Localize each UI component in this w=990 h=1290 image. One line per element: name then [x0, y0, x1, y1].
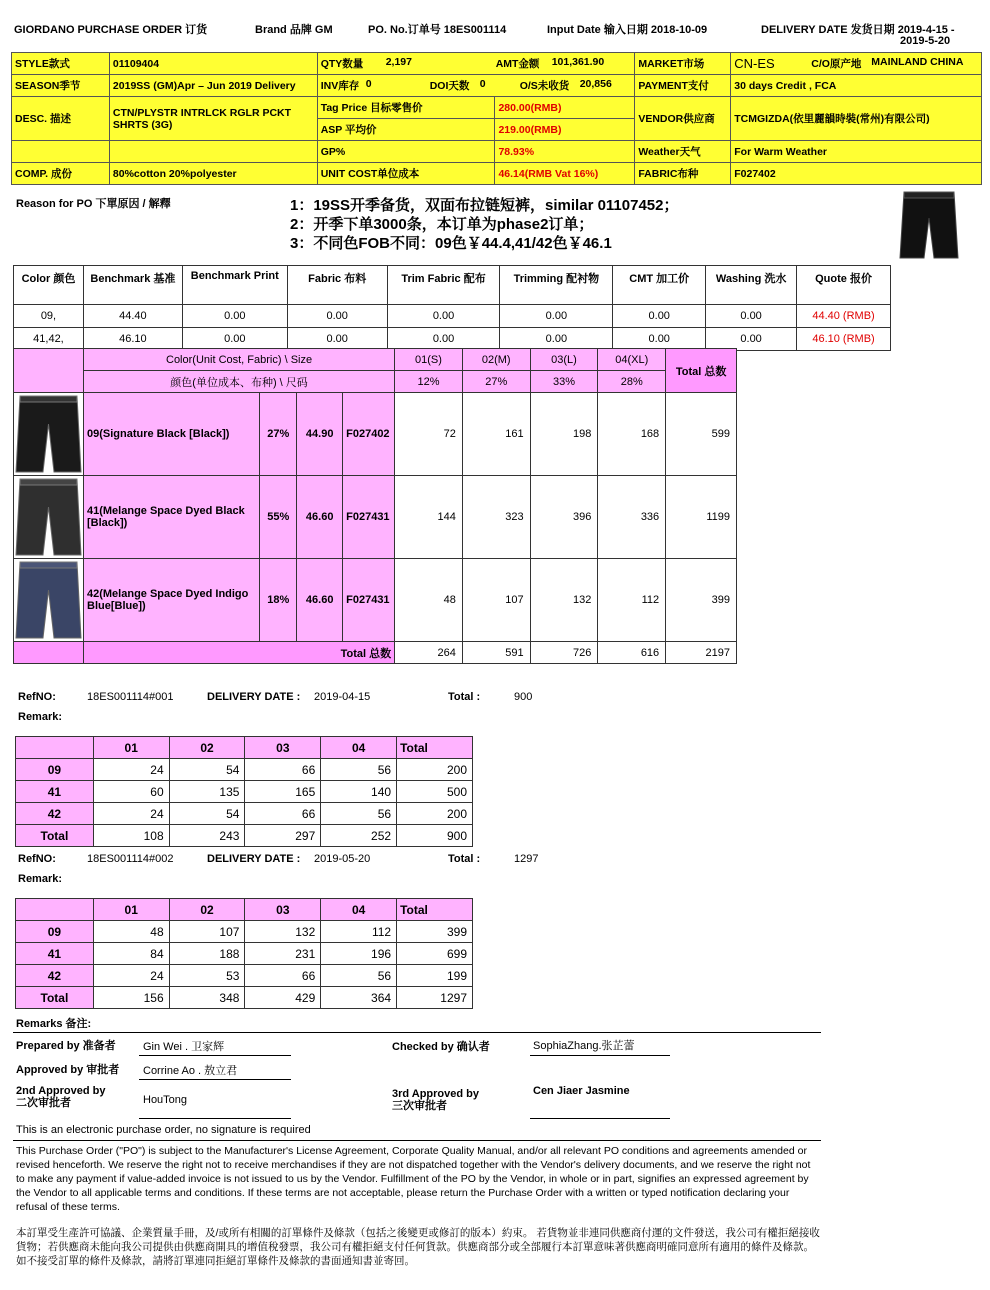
gp-value: 78.93%	[495, 141, 635, 163]
table-row	[16, 781, 473, 803]
gp-label: GP%	[317, 141, 495, 163]
qty-cell: 200	[397, 803, 473, 825]
qty-cell: 399	[397, 921, 473, 943]
color-name: 09(Signature Black [Black])	[84, 393, 260, 476]
qty-cell: 108	[93, 825, 169, 847]
size-header: 04(XL)	[598, 349, 666, 371]
qty-cell: 135	[169, 781, 245, 803]
cost-cell: 46.10	[83, 328, 182, 351]
delivery-date-label: DELIVERY DATE :	[207, 853, 301, 865]
total-value: 900	[514, 691, 533, 703]
refno-label: RefNO:	[18, 691, 56, 703]
refno-label: RefNO:	[18, 853, 56, 865]
table-row	[14, 393, 737, 476]
cost-cell: 0.00	[287, 305, 387, 328]
size-ratio: 33%	[530, 371, 598, 393]
approved3-label	[392, 1088, 479, 1112]
qty-cell: 297	[245, 825, 321, 847]
qty-cell: 72	[395, 393, 463, 476]
divider	[13, 1140, 821, 1141]
delivery-date-label: DELIVERY DATE :	[207, 691, 301, 703]
qty-cell: 107	[462, 559, 530, 642]
approved3-name: Cen Jiaer Jasmine	[533, 1085, 630, 1097]
delivery-date-end: 2019-5-20	[900, 35, 951, 47]
row-total: 1199	[666, 476, 737, 559]
asp-value: 219.00(RMB)	[495, 119, 635, 141]
approved-name: Corrine Ao . 敖立君	[143, 1065, 238, 1077]
qty-cell: 56	[321, 759, 397, 781]
qty-cell: 156	[93, 987, 169, 1009]
table-row	[16, 921, 473, 943]
po-number: PO. No.订单号 18ES001114	[368, 24, 507, 36]
size-header: 03(L)	[530, 349, 598, 371]
cost-cell: 0.00	[387, 305, 500, 328]
po-info-table	[11, 52, 982, 185]
qty-cell: 396	[530, 476, 598, 559]
prepared-label: Prepared by 准备者	[16, 1040, 116, 1052]
col-header: Fabric 布料	[287, 266, 387, 305]
qty-cell: 132	[245, 921, 321, 943]
cost-cell: 0.00	[182, 305, 287, 328]
row-label: 09	[16, 759, 94, 781]
col-header: Total	[397, 737, 473, 759]
approved-label: Approved by 审批者	[16, 1064, 120, 1076]
reason-line: 2：开季下单3000条，本订单为phase2订单；	[290, 216, 594, 233]
qty-cell: 1297	[397, 987, 473, 1009]
product-image-indigo	[14, 560, 83, 640]
prepared-name: Gin Wei . 卫家辉	[143, 1041, 225, 1053]
desc-label: DESC. 描述	[12, 97, 110, 141]
unit-cost-value: 46.14(RMB Vat 16%)	[495, 163, 635, 185]
cost-cell: 0.00	[287, 328, 387, 351]
qty-cell: 60	[93, 781, 169, 803]
ref-qty-table	[15, 898, 473, 1009]
approved3-label-cn: 三次审批者	[392, 1100, 447, 1112]
table-row	[16, 965, 473, 987]
checked-name: SophiaZhang.张芷蕾	[533, 1040, 635, 1052]
swatch-cell	[14, 476, 84, 559]
color-pct: 18%	[260, 559, 297, 642]
approved3-label-en: 3rd Approved by	[392, 1088, 479, 1100]
remark-label: Remark:	[18, 873, 63, 885]
color-fabric: F027431	[343, 476, 395, 559]
col-header: CMT 加工价	[613, 266, 706, 305]
cost-cell: 0.00	[500, 328, 613, 351]
payment-label: PAYMENT支付	[635, 75, 731, 97]
col-header: Trim Fabric 配布	[387, 266, 500, 305]
qty-cell: 24	[93, 759, 169, 781]
doi-label: DOI天数	[429, 80, 470, 92]
market-value: CN-ES	[734, 56, 775, 71]
color-pct: 55%	[260, 476, 297, 559]
comp-label: COMP. 成份	[12, 163, 110, 185]
quote-cell: 44.40 (RMB)	[797, 305, 891, 328]
approved2-label-en: 2nd Approved by	[16, 1085, 106, 1097]
reason-title: Reason for PO 下單原因 / 解釋	[16, 198, 171, 210]
table-row	[16, 943, 473, 965]
tag-price-label: Tag Price 目标零售价	[317, 97, 495, 119]
cost-cell: 0.00	[387, 328, 500, 351]
reason-line: 1：19SS开季备货，双面布拉链短裤，similar 01107452；	[290, 197, 679, 214]
qty-cell: 54	[169, 803, 245, 825]
refno: 18ES001114#002	[87, 853, 174, 865]
checked-label: Checked by 确认者	[392, 1041, 490, 1053]
qty-cell: 231	[245, 943, 321, 965]
brand: Brand 品牌 GM	[255, 24, 333, 36]
unit-cost-label: UNIT COST单位成本	[317, 163, 495, 185]
col-header: 02	[169, 737, 245, 759]
weather-label: Weather天气	[635, 141, 731, 163]
qty-cell: 53	[169, 965, 245, 987]
color-fabric: F027402	[343, 393, 395, 476]
blank-cell	[12, 141, 110, 163]
qty-cell: 84	[93, 943, 169, 965]
os-value: 20,856	[579, 78, 612, 90]
col-header: 01	[93, 899, 169, 921]
grand-cell: 591	[462, 642, 530, 664]
remark-label: Remark:	[18, 711, 63, 723]
qty-cell: 900	[397, 825, 473, 847]
amt-value: 101,361.90	[551, 56, 605, 68]
qty-cell: 140	[321, 781, 397, 803]
cost-cell: 0.00	[182, 328, 287, 351]
co-label: C/O原产地	[811, 58, 862, 70]
qty-cell: 54	[169, 759, 245, 781]
electronic-note: This is an electronic purchase order, no signature is required	[16, 1124, 311, 1136]
row-label: 41	[16, 781, 94, 803]
qty-cell: 56	[321, 965, 397, 987]
row-label: Total	[16, 825, 94, 847]
total-value: 1297	[514, 853, 539, 865]
cost-cell: 0.00	[500, 305, 613, 328]
row-total: 599	[666, 393, 737, 476]
style-value: 01109404	[109, 53, 317, 75]
cost-cell: 0.00	[613, 305, 706, 328]
qty-cell: 48	[395, 559, 463, 642]
season-value: 2019SS (GM)Apr – Jun 2019 Delivery	[109, 75, 317, 97]
qty-cell: 500	[397, 781, 473, 803]
col-header: 03	[245, 899, 321, 921]
remarks-label: Remarks 备注:	[16, 1018, 92, 1030]
size-header: 02(M)	[462, 349, 530, 371]
size-ratio: 12%	[395, 371, 463, 393]
qty-cell: 699	[397, 943, 473, 965]
vendor-label: VENDOR供应商	[635, 97, 731, 141]
swatch-cell	[14, 393, 84, 476]
row-label: 42	[16, 965, 94, 987]
quote-cell: 46.10 (RMB)	[797, 328, 891, 351]
qty-cell: 48	[93, 921, 169, 943]
product-image-melange-black	[14, 477, 83, 557]
market-label: MARKET市场	[635, 53, 731, 75]
size-ratio: 27%	[462, 371, 530, 393]
color-name: 41(Melange Space Dyed Black [Black])	[84, 476, 260, 559]
table-row	[14, 559, 737, 642]
col-header	[16, 737, 94, 759]
style-label: STYLE款式	[12, 53, 110, 75]
product-image-black	[14, 394, 83, 474]
qty-value: 2,197	[385, 56, 412, 68]
cost-cell: 41,42,	[14, 328, 84, 351]
legal-terms-en: This Purchase Order ("PO") is subject to the Manufacturer's License Agreement, Corporate Quality Manual, and/or all relevant PO conditions and agreements amended or revised henceforth. We reserve the right not to receive merchandises if they are not dispatched together with the Vendor's delivery documents, and we reserve the right not to make any payment if value-added invoice is not issued to us by the Vendor. Fulfillment of the PO by the Vendor, in whole or in part, signifies an expressed agreement by the Vendor to all applicable terms and conditions. If these terms are not acceptable, please return the Purchase Order with a written or typed notification declaring your refusal of these terms.	[16, 1145, 811, 1213]
amt-label: AMT金额	[495, 58, 540, 70]
divider	[13, 1032, 821, 1033]
qty-cell: 243	[169, 825, 245, 847]
approved2-name: HouTong	[143, 1094, 188, 1106]
table-row	[16, 987, 473, 1009]
qty-cell: 196	[321, 943, 397, 965]
po-header	[0, 21, 990, 51]
qty-cell: 336	[598, 476, 666, 559]
color-size-header-cn: 颜色(单位成本、布种) \ 尺码	[84, 371, 395, 393]
size-quantity-table	[13, 348, 737, 664]
qty-cell: 364	[321, 987, 397, 1009]
signature-line	[139, 1079, 291, 1080]
asp-label: ASP 平均价	[317, 119, 495, 141]
col-header: Trimming 配衬物	[500, 266, 613, 305]
col-header: Benchmark Print	[182, 266, 287, 305]
qty-cell: 168	[598, 393, 666, 476]
fabric-value: F027402	[731, 163, 982, 185]
co-value: MAINLAND CHINA	[871, 56, 964, 68]
qty-cell: 323	[462, 476, 530, 559]
qty-cell: 144	[395, 476, 463, 559]
inv-value: 0	[365, 78, 372, 90]
blank-cell	[109, 141, 317, 163]
delivery-date: 2019-04-15	[314, 691, 371, 703]
os-label: O/S未收货	[519, 80, 570, 92]
size-ratio: 28%	[598, 371, 666, 393]
approved2-label-cn: 二次审批者	[16, 1097, 71, 1109]
weather-value: For Warm Weather	[731, 141, 982, 163]
qty-cell: 24	[93, 965, 169, 987]
total-label: Total :	[448, 691, 481, 703]
col-header	[16, 899, 94, 921]
col-header: Quote 报价	[797, 266, 891, 305]
delivery-date: 2019-05-20	[314, 853, 371, 865]
col-header: Benchmark 基准	[83, 266, 182, 305]
color-fabric: F027431	[343, 559, 395, 642]
col-header: 01	[93, 737, 169, 759]
grand-total-label: Total 总数	[84, 642, 395, 664]
cost-cell: 0.00	[706, 328, 797, 351]
qty-cell: 200	[397, 759, 473, 781]
total-header: Total 总数	[666, 349, 737, 393]
po-title: GIORDANO PURCHASE ORDER 订货	[14, 24, 208, 36]
qty-cell: 112	[321, 921, 397, 943]
grand-cell: 726	[530, 642, 598, 664]
qty-cell: 132	[530, 559, 598, 642]
cost-cell: 09,	[14, 305, 84, 328]
signature-line	[139, 1055, 291, 1056]
blank-cell	[14, 642, 84, 664]
qty-cell: 198	[530, 393, 598, 476]
row-label: 41	[16, 943, 94, 965]
comp-value: 80%cotton 20%polyester	[109, 163, 317, 185]
col-header: 02	[169, 899, 245, 921]
grand-cell: 616	[598, 642, 666, 664]
qty-cell: 165	[245, 781, 321, 803]
legal-terms-zh: 本訂單受生產許可協議、企業質量手冊，及/或所有相關的訂單條件及條款（包括之後變更或修訂的版本）約束。 若貨物並非連同供應商付運的文件發送，我公司有權拒絕接收貨物；若供應商未能向我公司提供由供應商開具的增值稅發票，我公司有權拒絕支付任何貨款。供應商部分或全部履行本訂單意味著供應商明確同意所有適用的條件及條款。如不接受訂單的條件及條款，請將訂單連同拒絕訂單條件及條款的書面通知書並寄回。	[16, 1227, 820, 1267]
approved2-label	[16, 1085, 105, 1109]
grand-total-row	[14, 642, 737, 664]
row-label: Total	[16, 987, 94, 1009]
inv-doi-os-cell	[317, 75, 635, 97]
cost-cell: 0.00	[706, 305, 797, 328]
reason-text	[290, 196, 678, 253]
corner-cell	[14, 349, 84, 393]
qty-cell: 199	[397, 965, 473, 987]
size-header: 01(S)	[395, 349, 463, 371]
signature-line	[139, 1118, 291, 1119]
row-label: 09	[16, 921, 94, 943]
col-header: 04	[321, 899, 397, 921]
inv-label: INV库存	[320, 80, 360, 92]
grand-total: 2197	[666, 642, 737, 664]
qty-amt-cell	[317, 53, 635, 75]
doi-value: 0	[479, 78, 486, 90]
qty-cell: 107	[169, 921, 245, 943]
signature-line	[530, 1118, 670, 1119]
refno: 18ES001114#001	[87, 691, 174, 703]
qty-cell: 252	[321, 825, 397, 847]
tag-price-value: 280.00(RMB)	[495, 97, 635, 119]
season-label: SEASON季节	[12, 75, 110, 97]
total-label: Total :	[448, 853, 481, 865]
col-header: Total	[397, 899, 473, 921]
col-header: 04	[321, 737, 397, 759]
color-cost: 44.90	[297, 393, 343, 476]
market-co-cell	[731, 53, 982, 75]
product-image-shorts	[898, 190, 960, 262]
qty-cell: 429	[245, 987, 321, 1009]
cost-cell: 0.00	[613, 328, 706, 351]
col-header: Washing 洗水	[706, 266, 797, 305]
color-cost: 46.60	[297, 476, 343, 559]
color-size-header: Color(Unit Cost, Fabric) \ Size	[84, 349, 395, 371]
row-label: 42	[16, 803, 94, 825]
ref-qty-table	[15, 736, 473, 847]
qty-cell: 66	[245, 759, 321, 781]
table-row	[16, 825, 473, 847]
grand-cell: 264	[395, 642, 463, 664]
vendor-value: TCMGIZDA(依里麗韻時裝(常州)有限公司)	[731, 97, 982, 141]
delivery-date: DELIVERY DATE 发货日期 2019-4-15 -	[761, 24, 955, 36]
color-pct: 27%	[260, 393, 297, 476]
table-row	[16, 803, 473, 825]
qty-cell: 66	[245, 965, 321, 987]
qty-cell: 112	[598, 559, 666, 642]
qty-cell: 24	[93, 803, 169, 825]
table-row	[16, 759, 473, 781]
qty-cell: 188	[169, 943, 245, 965]
qty-cell: 56	[321, 803, 397, 825]
qty-cell: 161	[462, 393, 530, 476]
col-header: 03	[245, 737, 321, 759]
col-header: Color 颜色	[14, 266, 84, 305]
row-total: 399	[666, 559, 737, 642]
payment-value: 30 days Credit , FCA	[731, 75, 982, 97]
color-name: 42(Melange Space Dyed Indigo Blue[Blue])	[84, 559, 260, 642]
qty-cell: 66	[245, 803, 321, 825]
qty-cell: 348	[169, 987, 245, 1009]
fabric-label: FABRIC布种	[635, 163, 731, 185]
table-row	[14, 476, 737, 559]
cost-cell: 44.40	[83, 305, 182, 328]
signature-line	[530, 1055, 670, 1056]
input-date: Input Date 输入日期 2018-10-09	[547, 24, 708, 36]
desc-value: CTN/PLYSTR INTRLCK RGLR PCKT SHRTS (3G)	[109, 97, 317, 141]
color-cost: 46.60	[297, 559, 343, 642]
reason-line: 3：不同色FOB不同：09色￥44.4,41/42色￥46.1	[290, 235, 612, 252]
cost-breakdown-table	[13, 265, 891, 351]
swatch-cell	[14, 559, 84, 642]
qty-label: QTY数量	[320, 58, 364, 70]
